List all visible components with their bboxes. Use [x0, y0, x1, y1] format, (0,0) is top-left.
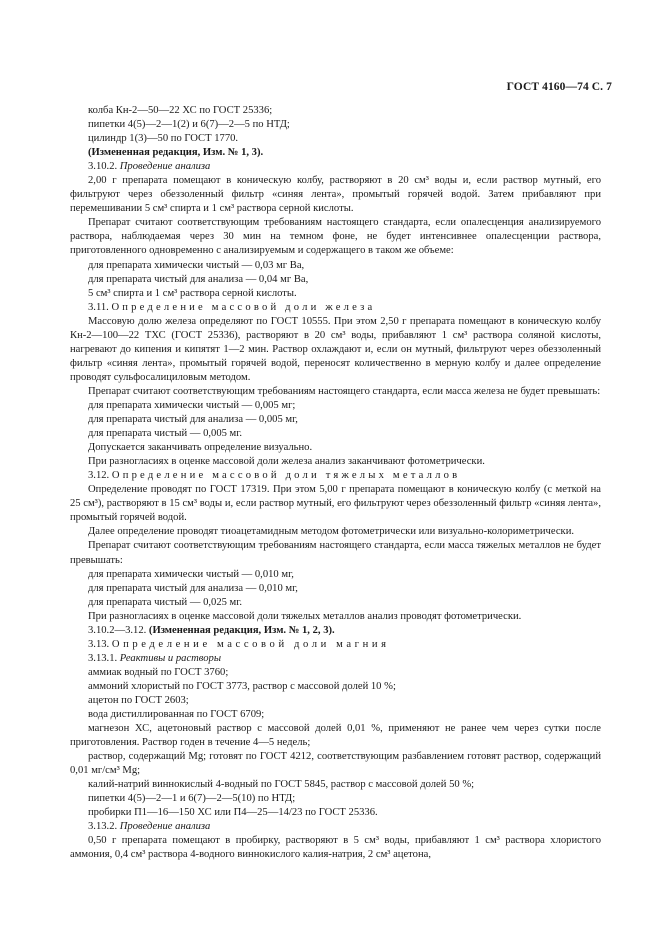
text-line: Допускается заканчивать определение визуально. [88, 442, 313, 454]
section-heading [70, 301, 601, 315]
text-line: для препарата чистый для анализа — 0,005 мг, [88, 414, 298, 426]
subsection-title: Реактивы и растворы [119, 652, 222, 664]
text-line: аммиак водный по ГОСТ 3760; [88, 666, 229, 678]
section-title: Определение массовой доли магния [111, 638, 390, 650]
section-heading [70, 469, 601, 483]
paragraph: Препарат считают соответствующим требованиям настоящего стандарта, если опалесценция анализируемого раствора, наблюдаемая через 30 мин на темном фоне, не будет интенсивнее опалесценции раствора, приготовленного одновременно с анализируемым и содержащего в таком же объеме: [70, 217, 601, 257]
section-number: 3.12. [88, 470, 112, 482]
amendment-note: (Измененная редакция, Изм. № 1, 3). [88, 147, 264, 159]
amendment-note [70, 624, 601, 638]
subsection-title: Проведение анализа [119, 821, 211, 833]
text-line: аммоний хлористый по ГОСТ 3773, раствор с массовой долей 10 %; [88, 680, 396, 692]
text-line: При разногласиях в оценке массовой доли железа анализ заканчивают фотометрически. [88, 456, 485, 468]
text-line: 5 см³ спирта и 1 см³ раствора серной кислоты. [88, 287, 297, 299]
text-line: для препарата чистый — 0,005 мг. [88, 428, 243, 440]
text-line: вода дистиллированная по ГОСТ 6709; [88, 709, 265, 721]
section-number: 3.13. [88, 638, 112, 650]
text-line: калий-натрий виннокислый 4-водный по ГОСТ 5845, раствор с массовой долей 50 %; [88, 779, 475, 791]
text-line: для препарата химически чистый — 0,010 мг, [88, 568, 294, 580]
text-line: ацетон по ГОСТ 2603; [88, 694, 189, 706]
section-number: 3.11. [88, 301, 112, 313]
section-title: Определение массовой доли железа [111, 301, 376, 313]
text-line: При разногласиях в оценке массовой доли тяжелых металлов анализ проводят фотометрически. [88, 610, 522, 622]
text-line: цилиндр 1(3)—50 по ГОСТ 1770. [88, 133, 239, 145]
subsection-heading [70, 820, 601, 834]
paragraph: Массовую долю железа определяют по ГОСТ 10555. При этом 2,50 г препарата помещают в коническую колбу Кн-2—100—22 ТХС (ГОСТ 25336), растворяют в 20 см³ воды, прибавляют 1 см³ раствора соляной кислоты, нагревают до кипения и кипятят 1—2 мин. Раствор охлаждают и, если он мутный, фильтруют через обеззоленный фильтр «синяя лента», промытый горячей водой, переносят количественно в мерную колбу и далее определение проводят сульфосалициловым методом. [70, 315, 601, 383]
section-heading [70, 638, 601, 652]
paragraph: 2,00 г препарата помещают в коническую колбу, растворяют в 20 см³ воды и, если раствор мутный, его фильтруют через обеззоленный фильтр «синяя лента», промытый горячей водой. Затем прибавляют при перемешивании 5 см³ спирта и 1 см³ раствора серной кислоты. [70, 175, 601, 215]
paragraph: раствор, содержащий Mg; готовят по ГОСТ 4212, соответствующим разбавлением готовят раствор, содержащий 0,01 мг/см³ Mg; [70, 751, 601, 777]
text-line: для препарата чистый для анализа — 0,04 мг Ва, [88, 273, 309, 285]
text-line: для препарата чистый для анализа — 0,010 мг, [88, 582, 298, 594]
section-title: Определение массовой доли тяжелых металлов [111, 470, 461, 482]
page-header: ГОСТ 4160—74 С. 7 [506, 81, 612, 93]
section-number: 3.10.2—3.12. [88, 624, 149, 636]
paragraph: 0,50 г препарата помещают в пробирку, растворяют в 5 см³ воды, прибавляют 1 см³ раствора хлористого аммония, 0,4 см³ раствора 4-водного виннокислого калия-натрия, 2 см³ ацетона, [70, 835, 601, 861]
text-line: для препарата чистый — 0,025 мг. [88, 596, 243, 608]
text-line: пипетки 4(5)—2—1(2) и 6(7)—2—5 по НТД; [88, 119, 290, 131]
amendment-text: (Измененная редакция, Изм. № 1, 2, 3). [148, 624, 335, 636]
document-body [70, 104, 601, 863]
text-line: колба Кн-2—50—22 ХС по ГОСТ 25336; [88, 105, 273, 116]
paragraph: Препарат считают соответствующим требованиям настоящего стандарта, если масса железа не будет превышать: [88, 385, 601, 397]
text-line: пробирки П1—16—150 ХС или П4—25—14/23 по ГОСТ 25336. [88, 807, 378, 819]
section-number: 3.10.2. [88, 161, 120, 173]
subsection-heading [70, 160, 601, 174]
subsection-heading [70, 652, 601, 666]
paragraph: Препарат считают соответствующим требованиям настоящего стандарта, если масса тяжелых металлов не будет превышать: [70, 540, 601, 566]
section-number: 3.13.1. [88, 652, 120, 664]
paragraph: магнезон ХС, ацетоновый раствор с массовой долей 0,01 %, применяют не ранее чем через сутки после приготовления. Раствор годен в течение 4—5 недель; [70, 723, 601, 749]
text-line: пипетки 4(5)—2—1 и 6(7)—2—5(10) по НТД; [88, 793, 296, 805]
text-line: для препарата химически чистый — 0,03 мг Ва, [88, 259, 305, 271]
paragraph: Далее определение проводят тиоацетамидным методом фотометрически или визуально-колориметрически. [88, 526, 575, 538]
paragraph: Определение проводят по ГОСТ 17319. При этом 5,00 г препарата помещают в коническую колбу (с меткой на 25 см³), растворяют в 15 см³ воды и, если раствор мутный, его фильтруют через обеззоленный фильтр «синяя лента», промытый горячей водой. [70, 484, 601, 524]
subsection-title: Проведение анализа [119, 161, 211, 173]
text-line: для препарата химически чистый — 0,005 мг; [88, 399, 296, 411]
section-number: 3.13.2. [88, 821, 120, 833]
